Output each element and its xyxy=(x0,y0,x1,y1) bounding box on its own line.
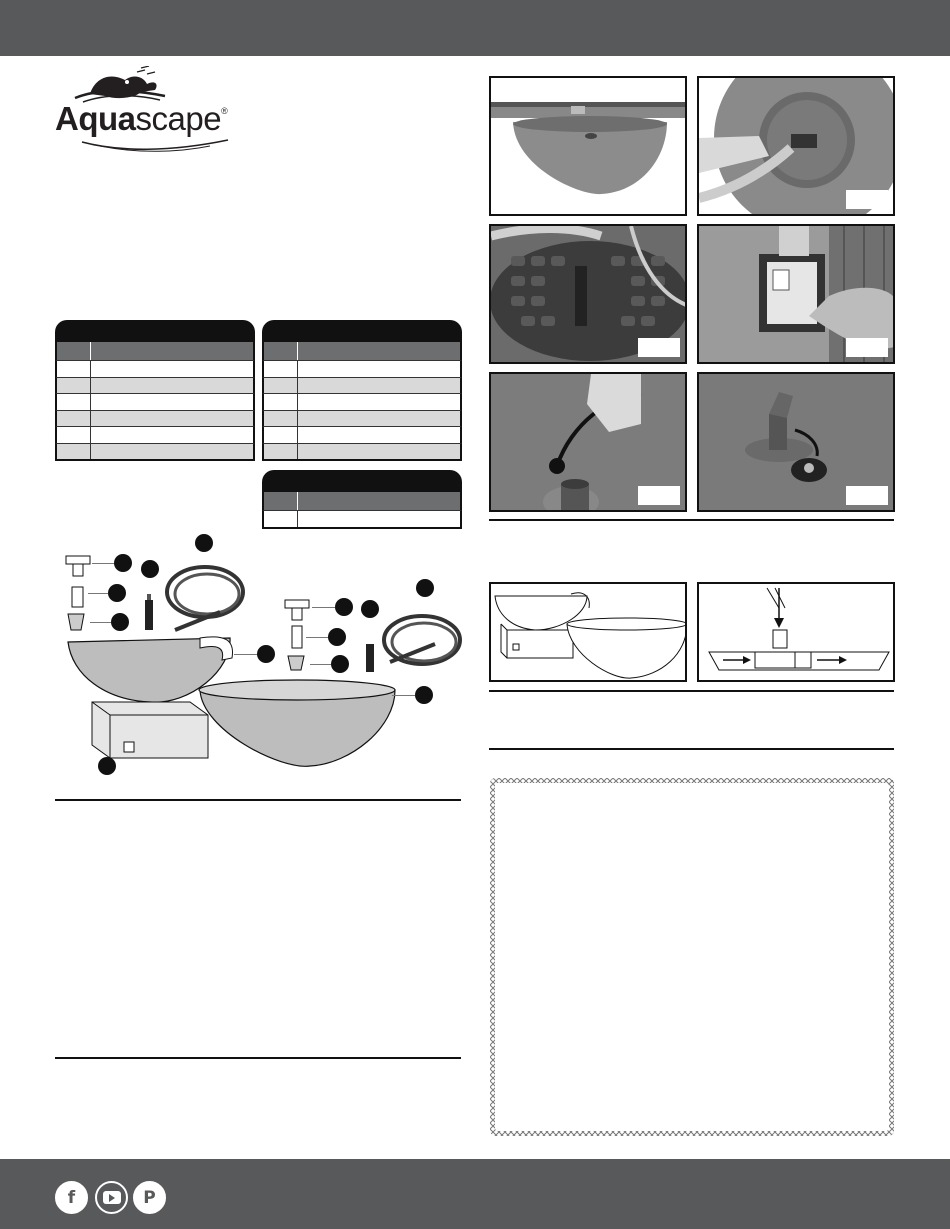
callout-line xyxy=(392,695,415,696)
table-row xyxy=(262,443,462,460)
table-header xyxy=(262,470,462,492)
table-row xyxy=(262,393,462,410)
table-row xyxy=(262,410,462,427)
table-row xyxy=(55,377,255,394)
callout-line xyxy=(92,563,114,564)
photo-cord-routing xyxy=(489,372,687,512)
youtube-icon[interactable] xyxy=(95,1181,128,1214)
callout-marker xyxy=(328,628,346,646)
table-row xyxy=(55,360,255,377)
table-row xyxy=(262,510,462,527)
parts-table-left xyxy=(55,320,255,461)
callout-marker xyxy=(98,757,116,775)
section-rule xyxy=(489,748,894,750)
table-row xyxy=(55,443,255,460)
table-subheader xyxy=(262,492,462,510)
callout-marker xyxy=(331,655,349,673)
table-row xyxy=(55,393,255,410)
table-subheader xyxy=(262,342,462,360)
callout-line xyxy=(234,654,257,655)
aquascape-logo xyxy=(55,66,265,156)
table-header xyxy=(262,320,462,342)
photo-outlet-plug xyxy=(697,224,895,364)
table-row xyxy=(55,410,255,427)
header-bar xyxy=(0,0,950,56)
callout-line xyxy=(310,664,331,665)
table-subheader xyxy=(55,342,255,360)
parts-table-right xyxy=(262,320,462,461)
callout-line xyxy=(312,607,335,608)
photo-hose-attach xyxy=(697,76,895,216)
diagram-bowl-arrangement xyxy=(489,582,687,682)
callout-marker xyxy=(361,600,379,618)
section-rule xyxy=(489,519,894,521)
parts-table-small xyxy=(262,470,462,529)
table-row xyxy=(262,360,462,377)
callout-marker xyxy=(257,645,275,663)
logo-swoosh-icon xyxy=(80,138,230,152)
photo-bowl-level xyxy=(489,76,687,216)
callout-marker xyxy=(195,534,213,552)
callout-marker xyxy=(111,613,129,631)
callout-marker xyxy=(141,560,159,578)
callout-marker xyxy=(415,686,433,704)
table-row xyxy=(262,377,462,394)
callout-marker xyxy=(335,598,353,616)
table-header xyxy=(55,320,255,342)
section-rule xyxy=(55,1057,461,1059)
section-rule xyxy=(489,690,894,692)
step-label-tag xyxy=(638,486,680,505)
callout-line xyxy=(306,637,328,638)
step-label-tag xyxy=(846,190,888,209)
callout-line xyxy=(90,622,111,623)
photo-fitting-installed xyxy=(697,372,895,512)
pinterest-icon[interactable]: P xyxy=(133,1181,166,1214)
table-row xyxy=(55,426,255,443)
callout-marker xyxy=(108,584,126,602)
step-label-tag xyxy=(846,486,888,505)
callout-marker xyxy=(114,554,132,572)
facebook-icon[interactable]: f xyxy=(55,1181,88,1214)
step-label-tag xyxy=(638,338,680,357)
logo-wordmark: Aquascape® xyxy=(55,100,228,137)
section-rule xyxy=(55,799,461,801)
callout-line xyxy=(88,593,108,594)
callout-marker xyxy=(416,579,434,597)
photo-pump-placement xyxy=(489,224,687,364)
table-row xyxy=(262,426,462,443)
note-box-border xyxy=(490,778,894,1136)
step-label-tag xyxy=(846,338,888,357)
diagram-tee-flow xyxy=(697,582,895,682)
